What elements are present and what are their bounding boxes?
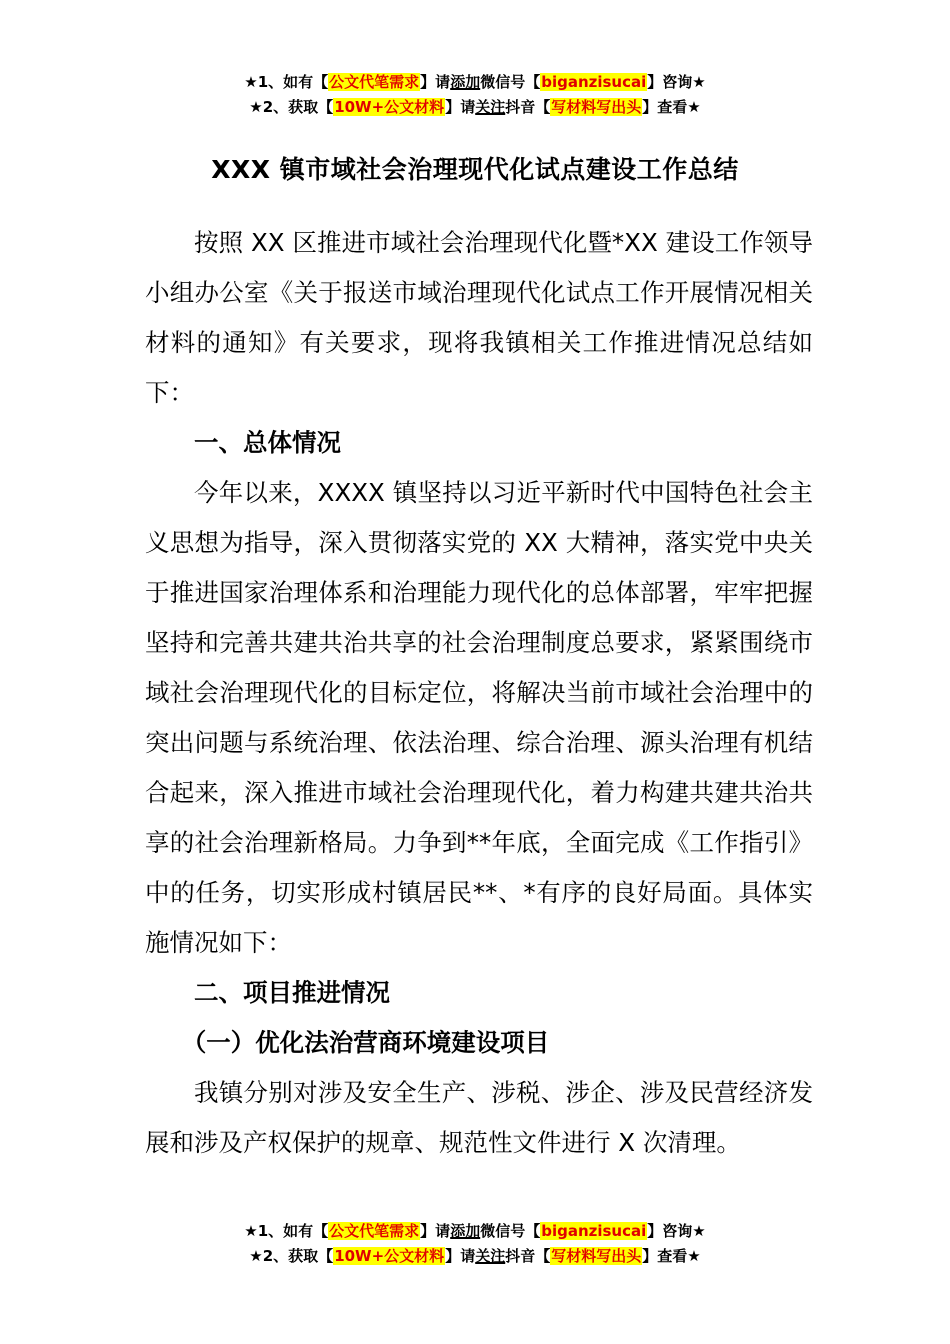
banner-text: ★2、获取【 [249,98,334,116]
banner-highlight: 10W+公文材料 [334,98,445,116]
section-paragraph-1: 今年以来，XXXX 镇坚持以习近平新时代中国特色社会主义思想为指导，深入贯彻落实党的 XX 大精神，落实党中央关于推进国家治理体系和治理能力现代化的总体部署，牢牢把握坚持和完善共建共治共享的社会治理制度总要求，紧紧围绕市域社会治理现代化的目标定位，将解决当前市域社会治理中的突出问题与系统治理、依法治理、综合治理、源头治理有机结合起来，深入推进市域社会治理现代化，着力构建共建共治共享的社会治理新格局。力争到**年底，全面完成《工作指引》中的任务，切实形成村镇居民**、*有序的良好局面。具体实施情况如下： [145,478,813,957]
banner-text: ★1、如有【 [244,73,329,91]
section-heading-1: 一、总体情况 [194,428,341,457]
banner-text: ★2、获取【 [249,1247,334,1265]
banner-text: 】查看★ [642,98,701,116]
banner-highlight: 10W+公文材料 [334,1247,445,1265]
banner-text: 】请 [445,98,476,116]
banner-highlight: 写材料写出头 [551,1247,642,1265]
banner-line-1 [0,70,950,95]
banner-text: 】咨询★ [647,1222,706,1240]
banner-text: 】咨询★ [647,73,706,91]
banner-line-2 [0,1244,950,1269]
footer-banner [0,1219,950,1269]
banner-underline: 添加 [450,73,481,91]
banner-text: 抖音【 [505,98,551,116]
banner-text: 】请 [420,1222,451,1240]
header-banner [0,70,950,120]
banner-text: 微信号【 [480,73,541,91]
banner-underline: 关注 [475,1247,506,1265]
banner-text: 抖音【 [505,1247,551,1265]
banner-text: 微信号【 [480,1222,541,1240]
banner-text: 】请 [445,1247,476,1265]
banner-underline: 添加 [450,1222,481,1240]
banner-highlight: 公文代笔需求 [329,1222,420,1240]
banner-underline: 关注 [475,98,506,116]
banner-line-1 [0,1219,950,1244]
banner-highlight: biganzisucai [541,1222,647,1240]
banner-line-2 [0,95,950,120]
document-body [145,218,813,1168]
intro-paragraph: 按照 XX 区推进市域社会治理现代化暨*XX 建设工作领导小组办公室《关于报送市域治理现代化试点工作开展情况相关材料的通知》有关要求，现将我镇相关工作推进情况总结如下： [145,228,813,407]
document-title: XXX 镇市域社会治理现代化试点建设工作总结 [211,155,739,184]
banner-highlight: 写材料写出头 [551,98,642,116]
banner-text: 】请 [420,73,451,91]
banner-highlight: 公文代笔需求 [329,73,420,91]
banner-text: 】查看★ [642,1247,701,1265]
subsection-paragraph-1: 我镇分别对涉及安全生产、涉税、涉企、涉及民营经济发展和涉及产权保护的规章、规范性文件进行 X 次清理。 [145,1078,813,1157]
subsection-heading-1: （一）优化法治营商环境建设项目 [181,1028,550,1057]
banner-highlight: biganzisucai [541,73,647,91]
banner-text: ★1、如有【 [244,1222,329,1240]
section-heading-2: 二、项目推进情况 [194,978,390,1007]
